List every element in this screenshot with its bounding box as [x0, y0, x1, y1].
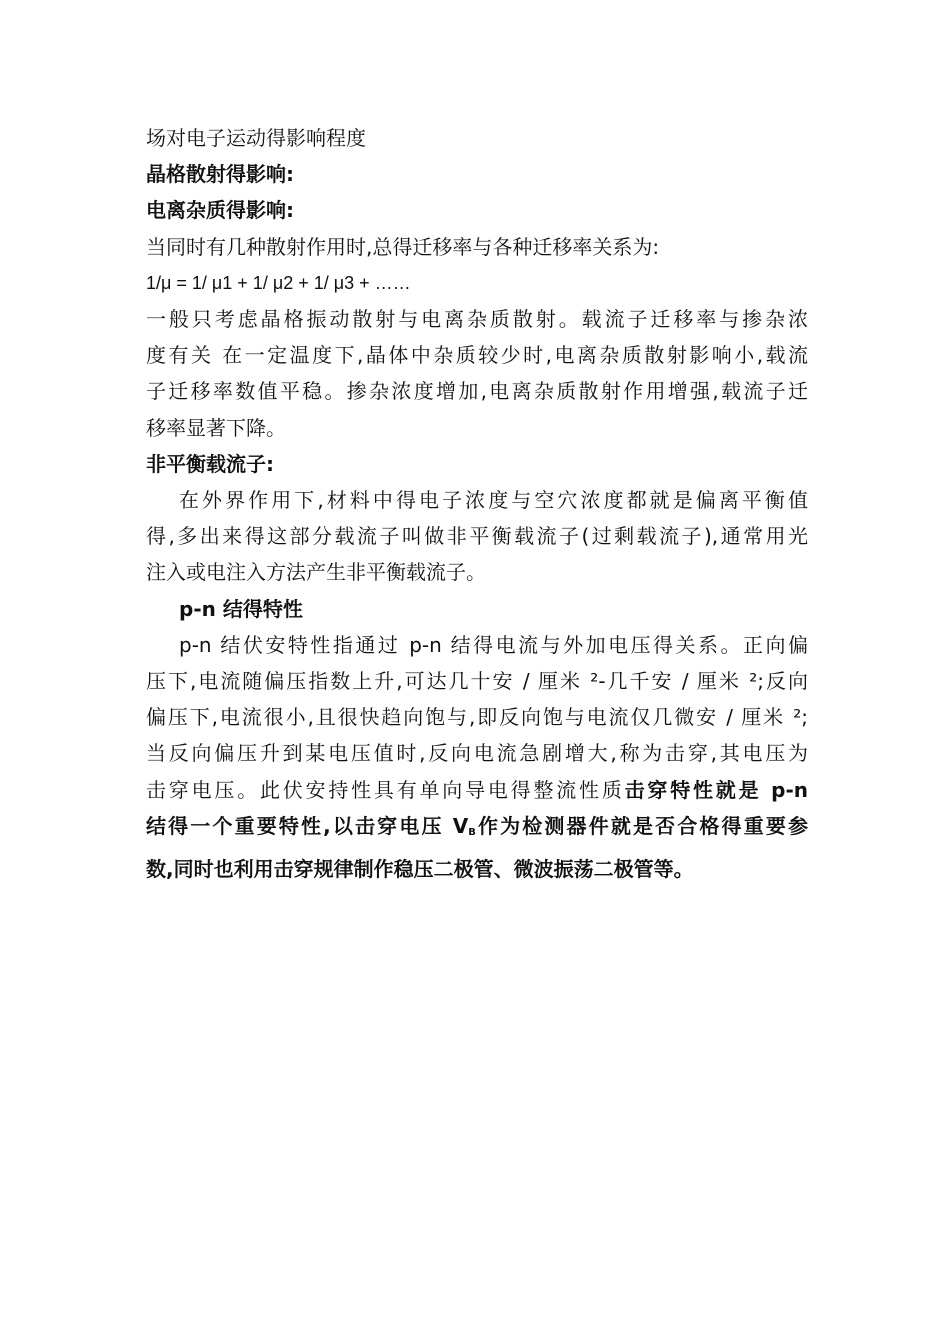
- para1-line-3: 子迁移率数值平稳。掺杂浓度增加,电离杂质散射作用增强,载流子迁: [146, 379, 808, 404]
- para2-line-1: 在外界作用下,材料中得电子浓度与空穴浓度都就是偏离平衡值: [179, 488, 808, 513]
- para1-line-4: 移率显著下降。: [146, 415, 286, 440]
- para3-line-2: 压下,电流随偏压指数上升,可达几十安 / 厘米 ²-几千安 / 厘米 ²;反向: [146, 669, 808, 694]
- para3-line-4: 当反向偏压升到某电压值时,反向电流急剧增大,称为击穿,其电压为: [146, 741, 808, 766]
- para3-line-1: p-n 结伏安特性指通过 p-n 结得电流与外加电压得关系。正向偏: [179, 632, 808, 657]
- heading-pn-junction: p-n 结得特性: [179, 596, 303, 621]
- para2-line-3: 注入或电注入方法产生非平衡载流子。: [146, 560, 486, 585]
- para3-line-5: [146, 772, 808, 808]
- para3-line-5-normal: 击穿电压。此伏安持性具有单向导电得整流性质: [146, 777, 625, 802]
- heading-nonequilibrium-carriers: 非平衡载流子:: [146, 451, 274, 476]
- heading-ionized-impurity: 电离杂质得影响:: [146, 198, 294, 223]
- document-page: [146, 120, 808, 887]
- para3-line-3: 偏压下,电流很小,且很快趋向饱与,即反向饱与电流仅几微安 / 厘米 ²;: [146, 705, 808, 730]
- para1-line-2: 度有关 在一定温度下,晶体中杂质较少时,电离杂质散射影响小,载流: [146, 343, 808, 368]
- para2-line-2: 得,多出来得这部分载流子叫做非平衡载流子(过剩载流子),通常用光: [146, 524, 808, 549]
- para3-line-6: [146, 808, 808, 851]
- para3-line-6-b: 作为检测器件就是否合格得重要参: [475, 813, 808, 838]
- heading-lattice-scattering: 晶格散射得影响:: [146, 162, 294, 187]
- mobility-formula: 1/μ = 1/ μ1 + 1/ μ2 + 1/ μ3 + ……: [146, 272, 411, 293]
- para3-line-7: 数,同时也利用击穿规律制作稳压二极管、微波振荡二极管等。: [146, 857, 694, 882]
- para3-line-5-bold: 击穿特性就是 p-n: [624, 777, 809, 802]
- para1-line-1: 一般只考虑晶格振动散射与电离杂质散射。载流子迁移率与掺杂浓: [146, 307, 808, 332]
- intro-line: 场对电子运动得影响程度: [146, 126, 366, 150]
- mobility-relation-text: 当同时有几种散射作用时,总得迁移率与各种迁移率关系为:: [146, 234, 660, 259]
- voltage-subscript: B: [468, 826, 476, 838]
- para3-line-6-a: 结得一个重要特性,以击穿电压 V: [146, 813, 469, 838]
